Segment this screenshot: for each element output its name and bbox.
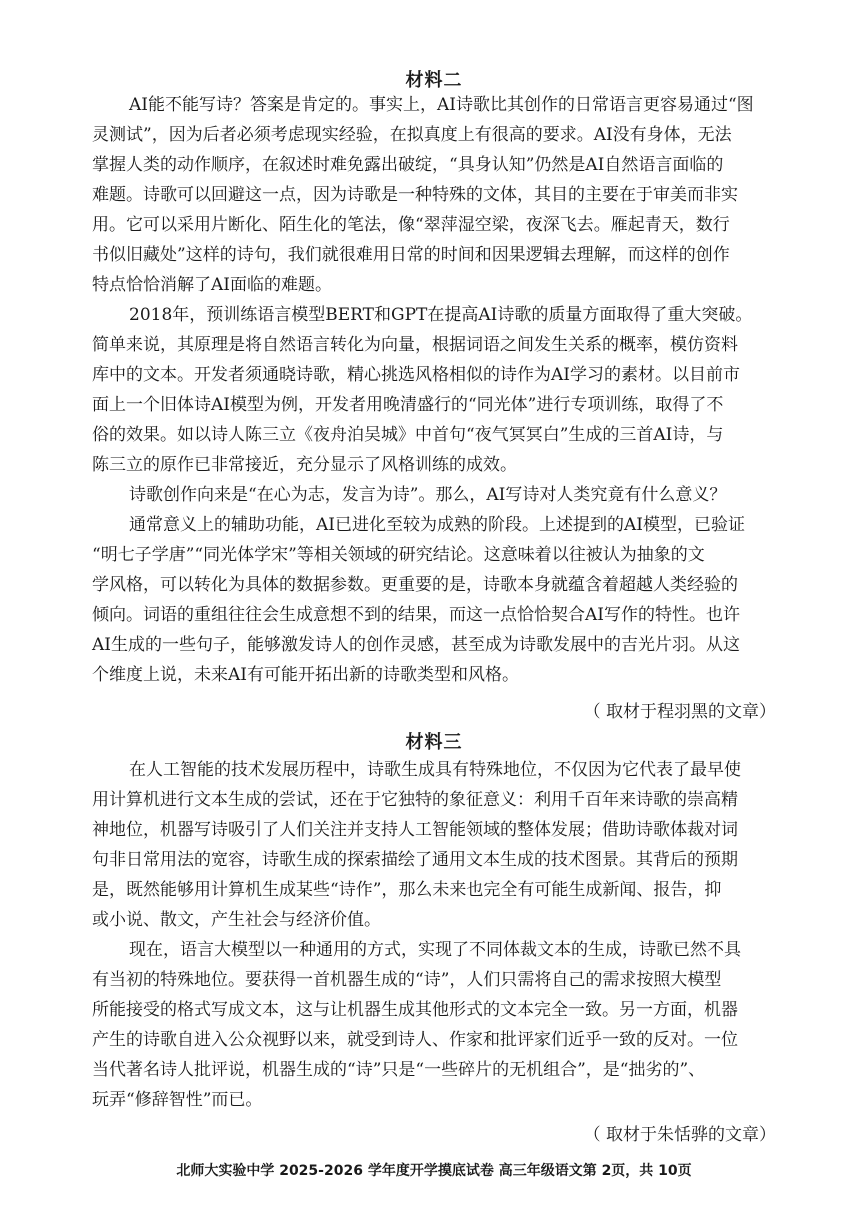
paragraph-line: 神地位，机器写诗吸引了人们关注并支持人工智能领域的整体发展；借助诗歌体裁对词: [92, 820, 738, 840]
material3-source: （ 取材于朱恬骅的文章）: [583, 1125, 776, 1145]
paragraph-line: 所能接受的格式写成文本，这与让机器生成其他形式的文本完全一致。另一方面，机器: [92, 1000, 738, 1020]
paragraph-line: 陈三立的原作已非常接近，充分显示了风格训练的成效。: [92, 455, 517, 475]
page-footer: 北师大实验中学 2025-2026 学年度开学摸底试卷 高三年级语文第 2页，共 10页: [176, 1163, 692, 1179]
paragraph-line: 是，既然能够用计算机生成某些“诗作”，那么未来也完全有可能生成新闻、报告，抑: [92, 880, 722, 900]
paragraph-line: “明七子学唐”“同光体学宋”等相关领域的研究结论。这意味着以往被认为抽象的文: [92, 545, 705, 565]
paragraph-line: 玩弄“修辞智性”而已。: [92, 1090, 263, 1110]
paragraph-line: 用计算机进行文本生成的尝试，还在于它独特的象征意义：利用千百年来诗歌的崇高精: [92, 790, 738, 810]
paragraph-line: 个维度上说，未来AI有可能开拓出新的诗歌类型和风格。: [92, 665, 519, 685]
paragraph-line: 书似旧藏处”这样的诗句，我们就很难用日常的时间和因果逻辑去理解，而这样的创作: [92, 245, 730, 265]
paragraph-line: 学风格，可以转化为具体的数据参数。更重要的是，诗歌本身就蕴含着超越人类经验的: [92, 575, 738, 595]
paragraph-line: 当代著名诗人批评说，机器生成的“诗”只是“一些碎片的无机组合”，是“拙劣的”、: [92, 1060, 706, 1080]
paragraph-line: 在人工智能的技术发展历程中，诗歌生成具有特殊地位，不仅因为它代表了最早使: [129, 760, 741, 780]
paragraph-line: 掌握人类的动作顺序，在叙述时难免露出破绽，“具身认知”仍然是AI自然语言面临的: [92, 155, 724, 175]
paragraph-line: 句非日常用法的宽容，诗歌生成的探索描绘了通用文本生成的技术图景。其背后的预期: [92, 850, 738, 870]
paragraph-line: 有当初的特殊地位。要获得一首机器生成的“诗”，人们只需将自己的需求按照大模型: [92, 970, 722, 990]
paragraph-line: 灵测试”，因为后者必须考虑现实经验，在拟真度上有很高的要求。AI没有身体，无法: [92, 125, 732, 145]
paragraph-line: AI生成的一些句子，能够激发诗人的创作灵感，甚至成为诗歌发展中的吉光片羽。从这: [92, 635, 740, 655]
material2-title: 材料二: [405, 70, 463, 91]
paragraph-line: 简单来说，其原理是将自然语言转化为向量，根据词语之间发生关系的概率，模仿资料: [92, 335, 738, 355]
material3-title: 材料三: [405, 732, 463, 753]
paragraph-line: 诗歌创作向来是“在心为志，发言为诗”。那么，AI写诗对人类究竟有什么意义？: [129, 485, 727, 505]
paragraph-line: AI能不能写诗？答案是肯定的。事实上，AI诗歌比其创作的日常语言更容易通过“图: [129, 95, 754, 115]
paragraph-line: 倾向。词语的重组往往会生成意想不到的结果，而这一点恰恰契合AI写作的特性。也许: [92, 605, 740, 625]
paragraph-line: 通常意义上的辅助功能，AI已进化至较为成熟的阶段。上述提到的AI模型，已验证: [129, 515, 745, 535]
paragraph-line: 难题。诗歌可以回避这一点，因为诗歌是一种特殊的文体，其目的主要在于审美而非实: [92, 185, 738, 205]
paragraph-line: 或小说、散文，产生社会与经济价值。: [92, 910, 381, 930]
paragraph-line: 库中的文本。开发者须通晓诗歌，精心挑选风格相似的诗作为AI学习的素材。以目前市: [92, 365, 740, 385]
paragraph-line: 2018年，预训练语言模型BERT和GPT在提高AI诗歌的质量方面取得了重大突破。: [129, 305, 753, 325]
paragraph-line: 用。它可以采用片断化、陌生化的笔法，像“翠萍湿空梁，夜深飞去。雁起青天，数行: [92, 215, 730, 235]
paragraph-line: 面上一个旧体诗AI模型为例，开发者用晚清盛行的“同光体”进行专项训练，取得了不: [92, 395, 724, 415]
paragraph-line: 特点恰恰消解了AI面临的难题。: [92, 275, 332, 295]
paragraph-line: 现在，语言大模型以一种通用的方式，实现了不同体裁文本的生成，诗歌已然不具: [129, 940, 741, 960]
material2-source: （ 取材于程羽黑的文章）: [583, 702, 776, 722]
paragraph-line: 产生的诗歌自进入公众视野以来，就受到诗人、作家和批评家们近乎一致的反对。一位: [92, 1030, 738, 1050]
paragraph-line: 俗的效果。如以诗人陈三立《夜舟泊吴城》中首句“夜气冥冥白”生成的三首AI诗，与: [92, 425, 724, 445]
